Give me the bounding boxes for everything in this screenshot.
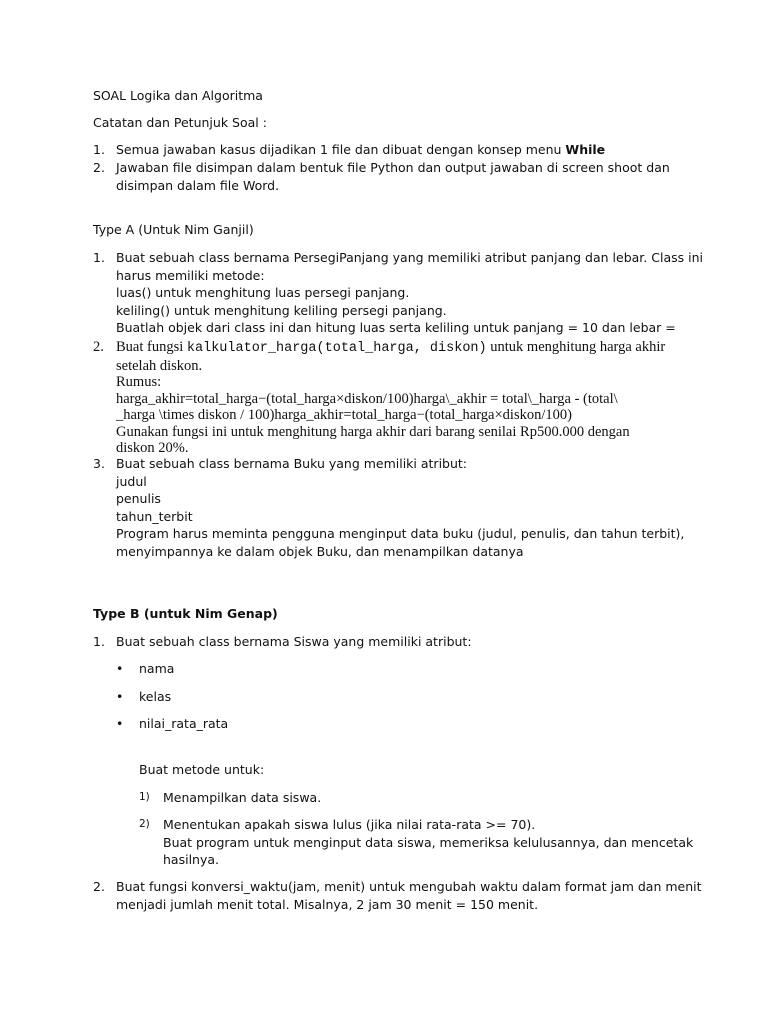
note-2: [116, 159, 676, 194]
document-title: SOAL Logika dan Algoritma: [93, 88, 263, 103]
type-a-q1-number: 1.: [93, 250, 105, 265]
method-1: [163, 789, 321, 807]
type-a-q1: [116, 249, 703, 337]
note-2-number: 2.: [93, 160, 105, 175]
type-a-q3-line: penulis: [116, 491, 161, 506]
method-1-line: Menampilkan data siswa.: [163, 790, 322, 805]
type-a-q1-line: Buatlah objek dari class ini dan hitung luas serta keliling untuk panjang = 10 dan lebar =: [116, 320, 676, 335]
type-a-q3: [116, 455, 685, 560]
method-2-number: 2): [139, 818, 150, 830]
method-2-line: hasilnya.: [163, 852, 219, 867]
type-a-q3-line: menyimpannya ke dalam objek Buku, dan menampilkan datanya: [116, 543, 524, 559]
type-b-q2: [116, 878, 702, 913]
method-heading: Buat metode untuk:: [139, 762, 265, 777]
method-2-line: Buat program untuk menginput data siswa, memeriksa kelulusannya, dan mencetak: [163, 834, 694, 850]
type-a-q1-line: Buat sebuah class bernama PersegiPanjang yang memiliki atribut panjang dan lebar. Class ini: [116, 250, 703, 265]
type-a-q2-code: kalkulator_harga(total_harga, diskon): [186, 341, 487, 356]
method-2: [163, 816, 693, 869]
type-a-q1-line: harus memiliki metode:: [116, 267, 265, 283]
type-b-q2-number: 2.: [93, 879, 105, 894]
type-a-q2-suffix: untuk menghitung harga akhir: [486, 339, 666, 355]
type-a-q2-prefix: Buat fungsi: [116, 339, 187, 355]
type-a-q2-formula: _harga \times diskon / 100)harga_akhir=total_harga−(total_harga×diskon/100): [116, 407, 572, 423]
attribute-nilai-rata-rata: nilai_rata_rata: [139, 716, 229, 731]
note-1-number: 1.: [93, 142, 105, 157]
type-b-q2-line: menjadi jumlah menit total. Misalnya, 2 jam 30 menit = 150 menit.: [116, 896, 539, 912]
type-a-q2-formula: harga_akhir=total_harga−(total_harga×diskon/100)harga\_akhir = total\_harga - (total\: [116, 390, 618, 407]
type-b-q1-text: [116, 633, 676, 651]
type-b-q1-line: Buat sebuah class bernama Siswa yang memiliki atribut:: [116, 634, 472, 649]
type-b-q1-number: 1.: [93, 634, 105, 649]
note-2-line: disimpan dalam file Word.: [116, 177, 280, 193]
note-1-bold: While: [565, 142, 606, 157]
type-a-q2-line: Rumus:: [116, 374, 162, 390]
method-2-line: Menentukan apakah siswa lulus (jika nilai rata-rata >= 70).: [163, 817, 536, 832]
note-1-text: Semua jawaban kasus dijadikan 1 file dan dibuat dengan konsep menu: [116, 142, 566, 157]
type-a-q3-line: tahun_terbit: [116, 508, 193, 524]
type-a-q2: [116, 339, 676, 457]
type-b-heading: Type B (untuk Nim Genap): [93, 606, 278, 621]
bullet-icon: •: [116, 716, 124, 731]
type-a-heading: Type A (Untuk Nim Ganjil): [93, 222, 254, 237]
type-a-q3-line: judul: [116, 473, 147, 489]
type-a-q3-line: Buat sebuah class bernama Buku yang memiliki atribut:: [116, 456, 468, 471]
type-a-q2-line: setelah diskon.: [116, 357, 203, 374]
type-a-q3-number: 3.: [93, 456, 105, 471]
type-a-q1-line: luas() untuk menghitung luas persegi panjang.: [116, 285, 410, 300]
attribute-kelas: kelas: [139, 689, 172, 704]
attribute-nama: nama: [139, 661, 175, 676]
type-b-q2-line: Buat fungsi konversi_waktu(jam, menit) untuk mengubah waktu dalam format jam dan menit: [116, 879, 702, 894]
type-a-q1-line: keliling() untuk menghitung keliling persegi panjang.: [116, 302, 447, 318]
note-2-line: Jawaban file disimpan dalam bentuk file Python dan output jawaban di screen shoot dan: [116, 160, 670, 175]
type-a-q2-line: Gunakan fungsi ini untuk menghitung harga akhir dari barang senilai Rp500.000 dengan: [116, 423, 630, 440]
type-a-q3-line: Program harus meminta pengguna menginput data buku (judul, penulis, dan tahun terbit),: [116, 526, 685, 541]
bullet-icon: •: [116, 689, 124, 704]
type-a-q2-line: diskon 20%.: [116, 440, 189, 456]
bullet-icon: •: [116, 661, 124, 676]
method-1-number: 1): [139, 791, 150, 803]
type-a-q2-number: 2.: [93, 339, 104, 355]
notes-heading: Catatan dan Petunjuk Soal :: [93, 115, 267, 130]
note-1: [116, 141, 676, 159]
